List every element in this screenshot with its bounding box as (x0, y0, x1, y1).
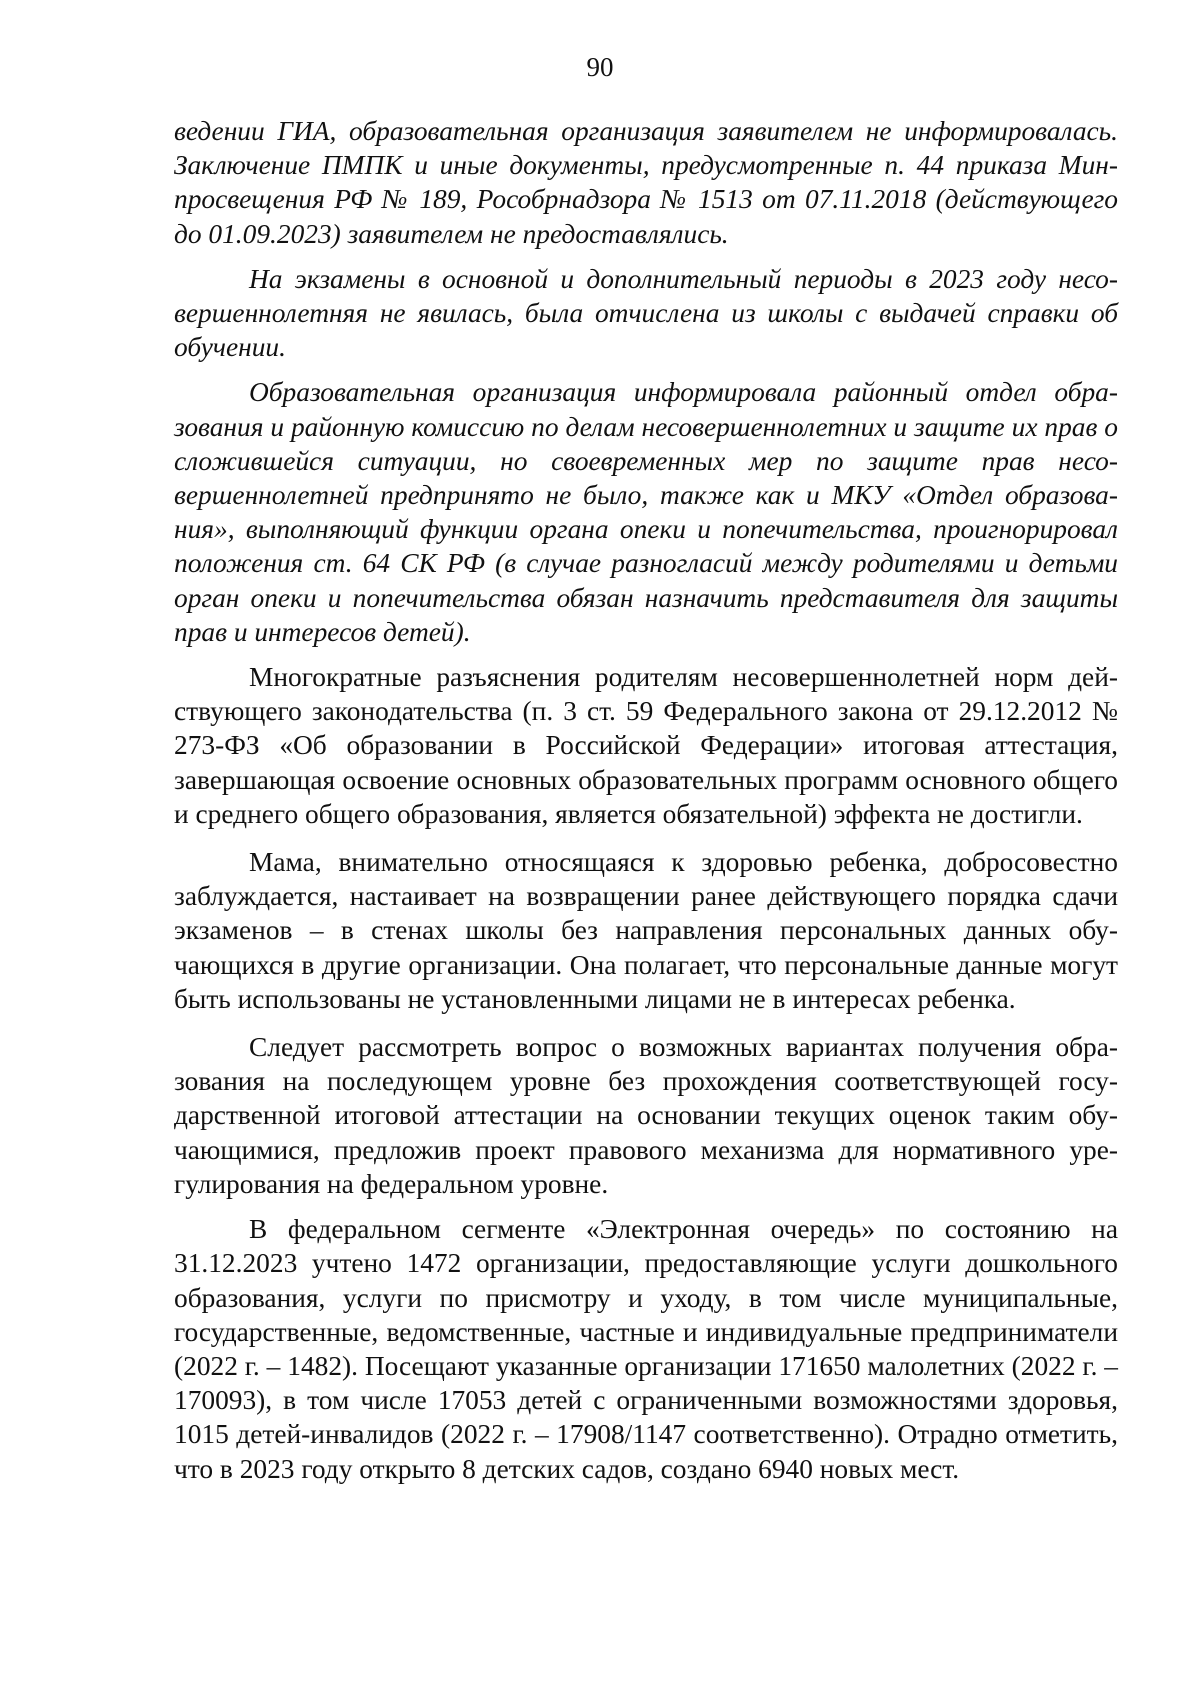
paragraph-organization-informed: Образовательная организация информировала районный отдел образования и районную комиссию по делам несовершеннолетних и защите их прав о сложившейся ситуации, но своевременных мер по защите прав несовершеннолетней предпринято не было, также как и МКУ «Отдел образования», выполняющий функции органа опеки и попечительства, проигнорировал положения ст. 64 СК РФ (в случае разногласий между родителями и детьми орган опеки и попечительства обязан назначить представителя для защиты прав и интересов детей). (174, 377, 1118, 647)
paragraph-recommendation: Следует рассмотреть вопрос о возможных вариантах получения образования на последующем уровне без прохождения соответствующей государственной итоговой аттестации на основании текущих оценок таким обучающимися, предложив проект правового механизма для нормативного урегулирования на федеральном уровне. (174, 1032, 1118, 1199)
paragraph-mother-position: Мама, внимательно относящаяся к здоровью ребенка, добросовестно заблуждается, настаивает на возвращении ранее действующего порядка сдачи экзаменов – в стенах школы без направления персональных данных обучающихся в другие организации. Она полагает, что персональные данные могут быть использованы не установленными лицами не в интересах ребенка. (174, 847, 1118, 1014)
document-body (174, 114, 1118, 1497)
page-number: 90 (586, 52, 614, 82)
paragraph-parent-explanations: Многократные разъяснения родителям несовершеннолетней норм действующего законодательства (п. 3 ст. 59 Федерального закона от 29.12.2012 № 273-ФЗ «Об образовании в Российской Федерации» итоговая аттестация, завершающая освоение основных образовательных программ основного общего и среднего общего образования, является обязательной) эффекта не достигли. (174, 662, 1118, 829)
paragraph-gia-continuation: ведении ГИА, образовательная организация заявителем не информировалась. Заключение ПМПК и иные документы, предусмотренные п. 44 приказа Минпросвещения РФ № 189, Рособрнадзора № 1513 от 07.11.2018 (действующего до 01.09.2023) заявителем не предоставлялись. (174, 116, 1118, 249)
paragraph-electronic-queue: В федеральном сегменте «Электронная очередь» по состоянию на 31.12.2023 учтено 1472 организации, предоставляющие услуги дошкольного образования, услуги по присмотру и уходу, в том числе муниципальные, государственные, ведомственные, частные и индивидуальные предприниматели (2022 г. – 1482). Посещают указанные организации 171650 малолетних (2022 г. – 170093), в том числе 17053 детей с ограниченными возможностями здоровья, 1015 детей-инвалидов (2022 г. – 17908/1147 соответственно). Отрадно отметить, что в 2023 году открыто 8 детских садов, создано 6940 новых мест. (174, 1214, 1118, 1484)
paragraph-exams-absence: На экзамены в основной и дополнительный периоды в 2023 году несовершеннолетняя не явилась, была отчислена из школы с выдачей справки об обучении. (174, 263, 1118, 363)
